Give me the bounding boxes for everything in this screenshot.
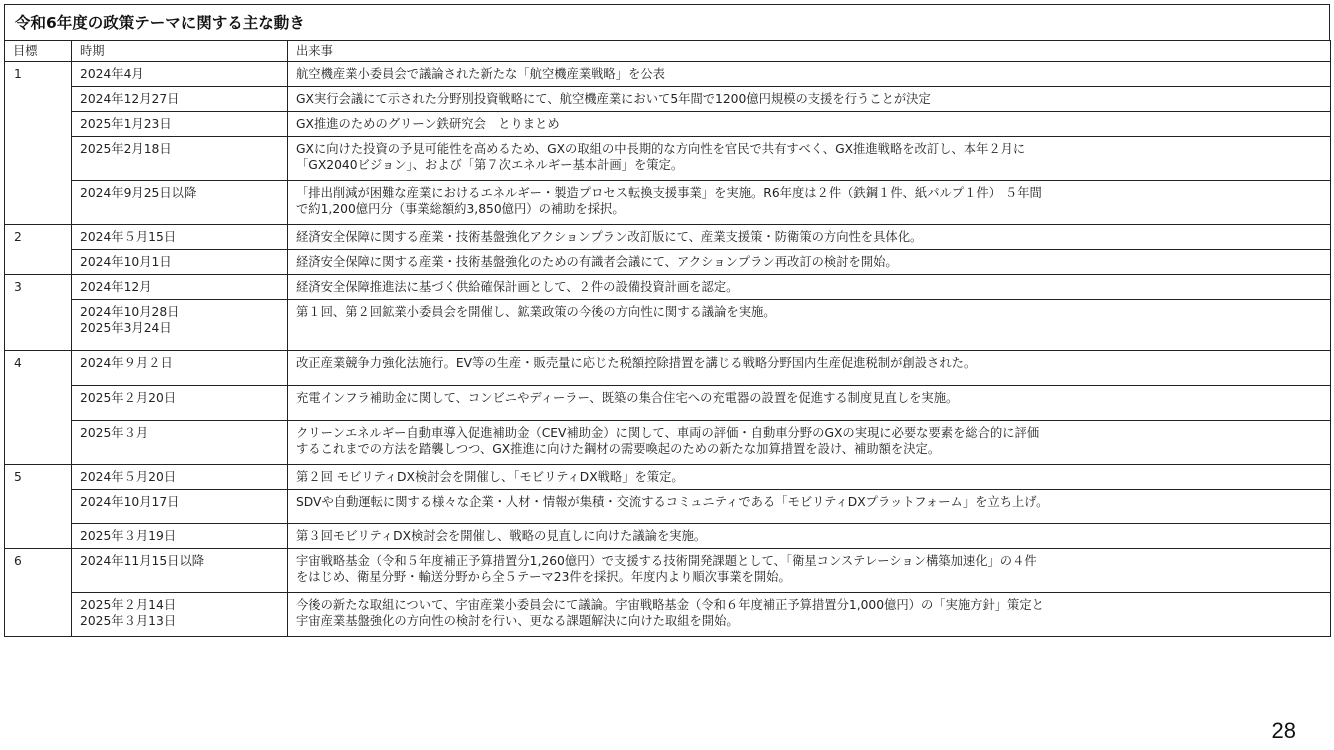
table-row: [5, 181, 1331, 225]
event-cell: 充電インフラ補助金に関して、コンビニやディーラー、既築の集合住宅への充電器の設置を促進する制度見直しを実施。: [288, 386, 1331, 421]
goal-cell: 6: [5, 549, 72, 637]
header-goal: 目標: [5, 41, 72, 62]
period-cell: 2024年10月28日 2025年3月24日: [72, 300, 288, 351]
goal-cell: 1: [5, 62, 72, 225]
table-row: [5, 112, 1331, 137]
event-cell: 宇宙戦略基金（令和５年度補正予算措置分1,260億円）で支援する技術開発課題として、「衛星コンステレーション構築加速化」の４件 をはじめ、衛星分野・輸送分野から全５テーマ23件を採択。年度内より順次事業を開始。: [288, 549, 1331, 593]
period-cell: 2025年２月14日 2025年３月13日: [72, 593, 288, 637]
period-cell: 2024年9月25日以降: [72, 181, 288, 225]
table-header-row: [5, 41, 1331, 62]
period-cell: 2025年２月20日: [72, 386, 288, 421]
table-row: [5, 421, 1331, 465]
period-cell: 2025年３月19日: [72, 524, 288, 549]
table-row: [5, 524, 1331, 549]
period-cell: 2024年10月17日: [72, 490, 288, 524]
table-row: [5, 549, 1331, 593]
period-cell: 2025年1月23日: [72, 112, 288, 137]
goal-cell: 3: [5, 275, 72, 351]
period-cell: 2024年11月15日以降: [72, 549, 288, 593]
table-row: [5, 137, 1331, 181]
event-cell: SDVや自動運転に関する様々な企業・人材・情報が集積・交流するコミュニティである「モビリティDXプラットフォーム」を立ち上げ。: [288, 490, 1331, 524]
event-cell: 改正産業競争力強化法施行。EV等の生産・販売量に応じた税額控除措置を講じる戦略分野国内生産促進税制が創設された。: [288, 351, 1331, 386]
page-title: 令和6年度の政策テーマに関する主な動き: [4, 4, 1330, 40]
event-cell: GX実行会議にて示された分野別投資戦略にて、航空機産業において5年間で1200億円規模の支援を行うことが決定: [288, 87, 1331, 112]
period-cell: 2024年12月27日: [72, 87, 288, 112]
table-row: [5, 490, 1331, 524]
event-cell: クリーンエネルギー自動車導入促進補助金（CEV補助金）に関して、車両の評価・自動車分野のGXの実現に必要な要素を総合的に評価 するこれまでの方法を踏襲しつつ、GX推進に向けた鋼材の需要喚起のための新たな加算措置を設け、補助額を決定。: [288, 421, 1331, 465]
table-row: [5, 386, 1331, 421]
period-cell: 2024年10月1日: [72, 250, 288, 275]
goal-cell: 5: [5, 465, 72, 549]
table-row: [5, 62, 1331, 87]
period-cell: 2025年３月: [72, 421, 288, 465]
policy-events-table: [4, 40, 1331, 637]
event-cell: GXに向けた投資の予見可能性を高めるため、GXの取組の中長期的な方向性を官民で共有すべく、GX推進戦略を改訂し、本年２月に 「GX2040ビジョン」、および「第７次エネルギー基本計画」を策定。: [288, 137, 1331, 181]
period-cell: 2024年５月15日: [72, 225, 288, 250]
period-cell: 2024年５月20日: [72, 465, 288, 490]
table-row: [5, 300, 1331, 351]
event-cell: 「排出削減が困難な産業におけるエネルギー・製造プロセス転換支援事業」を実施。R6年度は２件（鉄鋼１件、紙パルプ１件） ５年間 で約1,200億円分（事業総額約3,850億円）の補助を採択。: [288, 181, 1331, 225]
goal-cell: 4: [5, 351, 72, 465]
event-cell: 第１回、第２回鉱業小委員会を開催し、鉱業政策の今後の方向性に関する議論を実施。: [288, 300, 1331, 351]
table-row: [5, 275, 1331, 300]
table-row: [5, 250, 1331, 275]
table-row: [5, 465, 1331, 490]
event-cell: 第３回モビリティDX検討会を開催し、戦略の見直しに向けた議論を実施。: [288, 524, 1331, 549]
table-row: [5, 225, 1331, 250]
period-cell: 2025年2月18日: [72, 137, 288, 181]
header-event: 出来事: [288, 41, 1331, 62]
event-cell: 今後の新たな取組について、宇宙産業小委員会にて議論。宇宙戦略基金（令和６年度補正予算措置分1,000億円）の「実施方針」策定と 宇宙産業基盤強化の方向性の検討を行い、更なる課題解決に向けた取組を開始。: [288, 593, 1331, 637]
table-row: [5, 593, 1331, 637]
event-cell: 航空機産業小委員会で議論された新たな「航空機産業戦略」を公表: [288, 62, 1331, 87]
event-cell: 第２回 モビリティDX検討会を開催し、「モビリティDX戦略」を策定。: [288, 465, 1331, 490]
period-cell: 2024年９月２日: [72, 351, 288, 386]
header-period: 時期: [72, 41, 288, 62]
table-row: [5, 351, 1331, 386]
event-cell: 経済安全保障推進法に基づく供給確保計画として、２件の設備投資計画を認定。: [288, 275, 1331, 300]
period-cell: 2024年4月: [72, 62, 288, 87]
event-cell: 経済安全保障に関する産業・技術基盤強化アクションプラン改訂版にて、産業支援策・防衛策の方向性を具体化。: [288, 225, 1331, 250]
event-cell: 経済安全保障に関する産業・技術基盤強化のための有識者会議にて、アクションプラン再改訂の検討を開始。: [288, 250, 1331, 275]
table-row: [5, 87, 1331, 112]
event-cell: GX推進のためのグリーン鉄研究会 とりまとめ: [288, 112, 1331, 137]
goal-cell: 2: [5, 225, 72, 275]
period-cell: 2024年12月: [72, 275, 288, 300]
slide: [4, 4, 1330, 637]
page-number: 28: [1271, 718, 1296, 743]
